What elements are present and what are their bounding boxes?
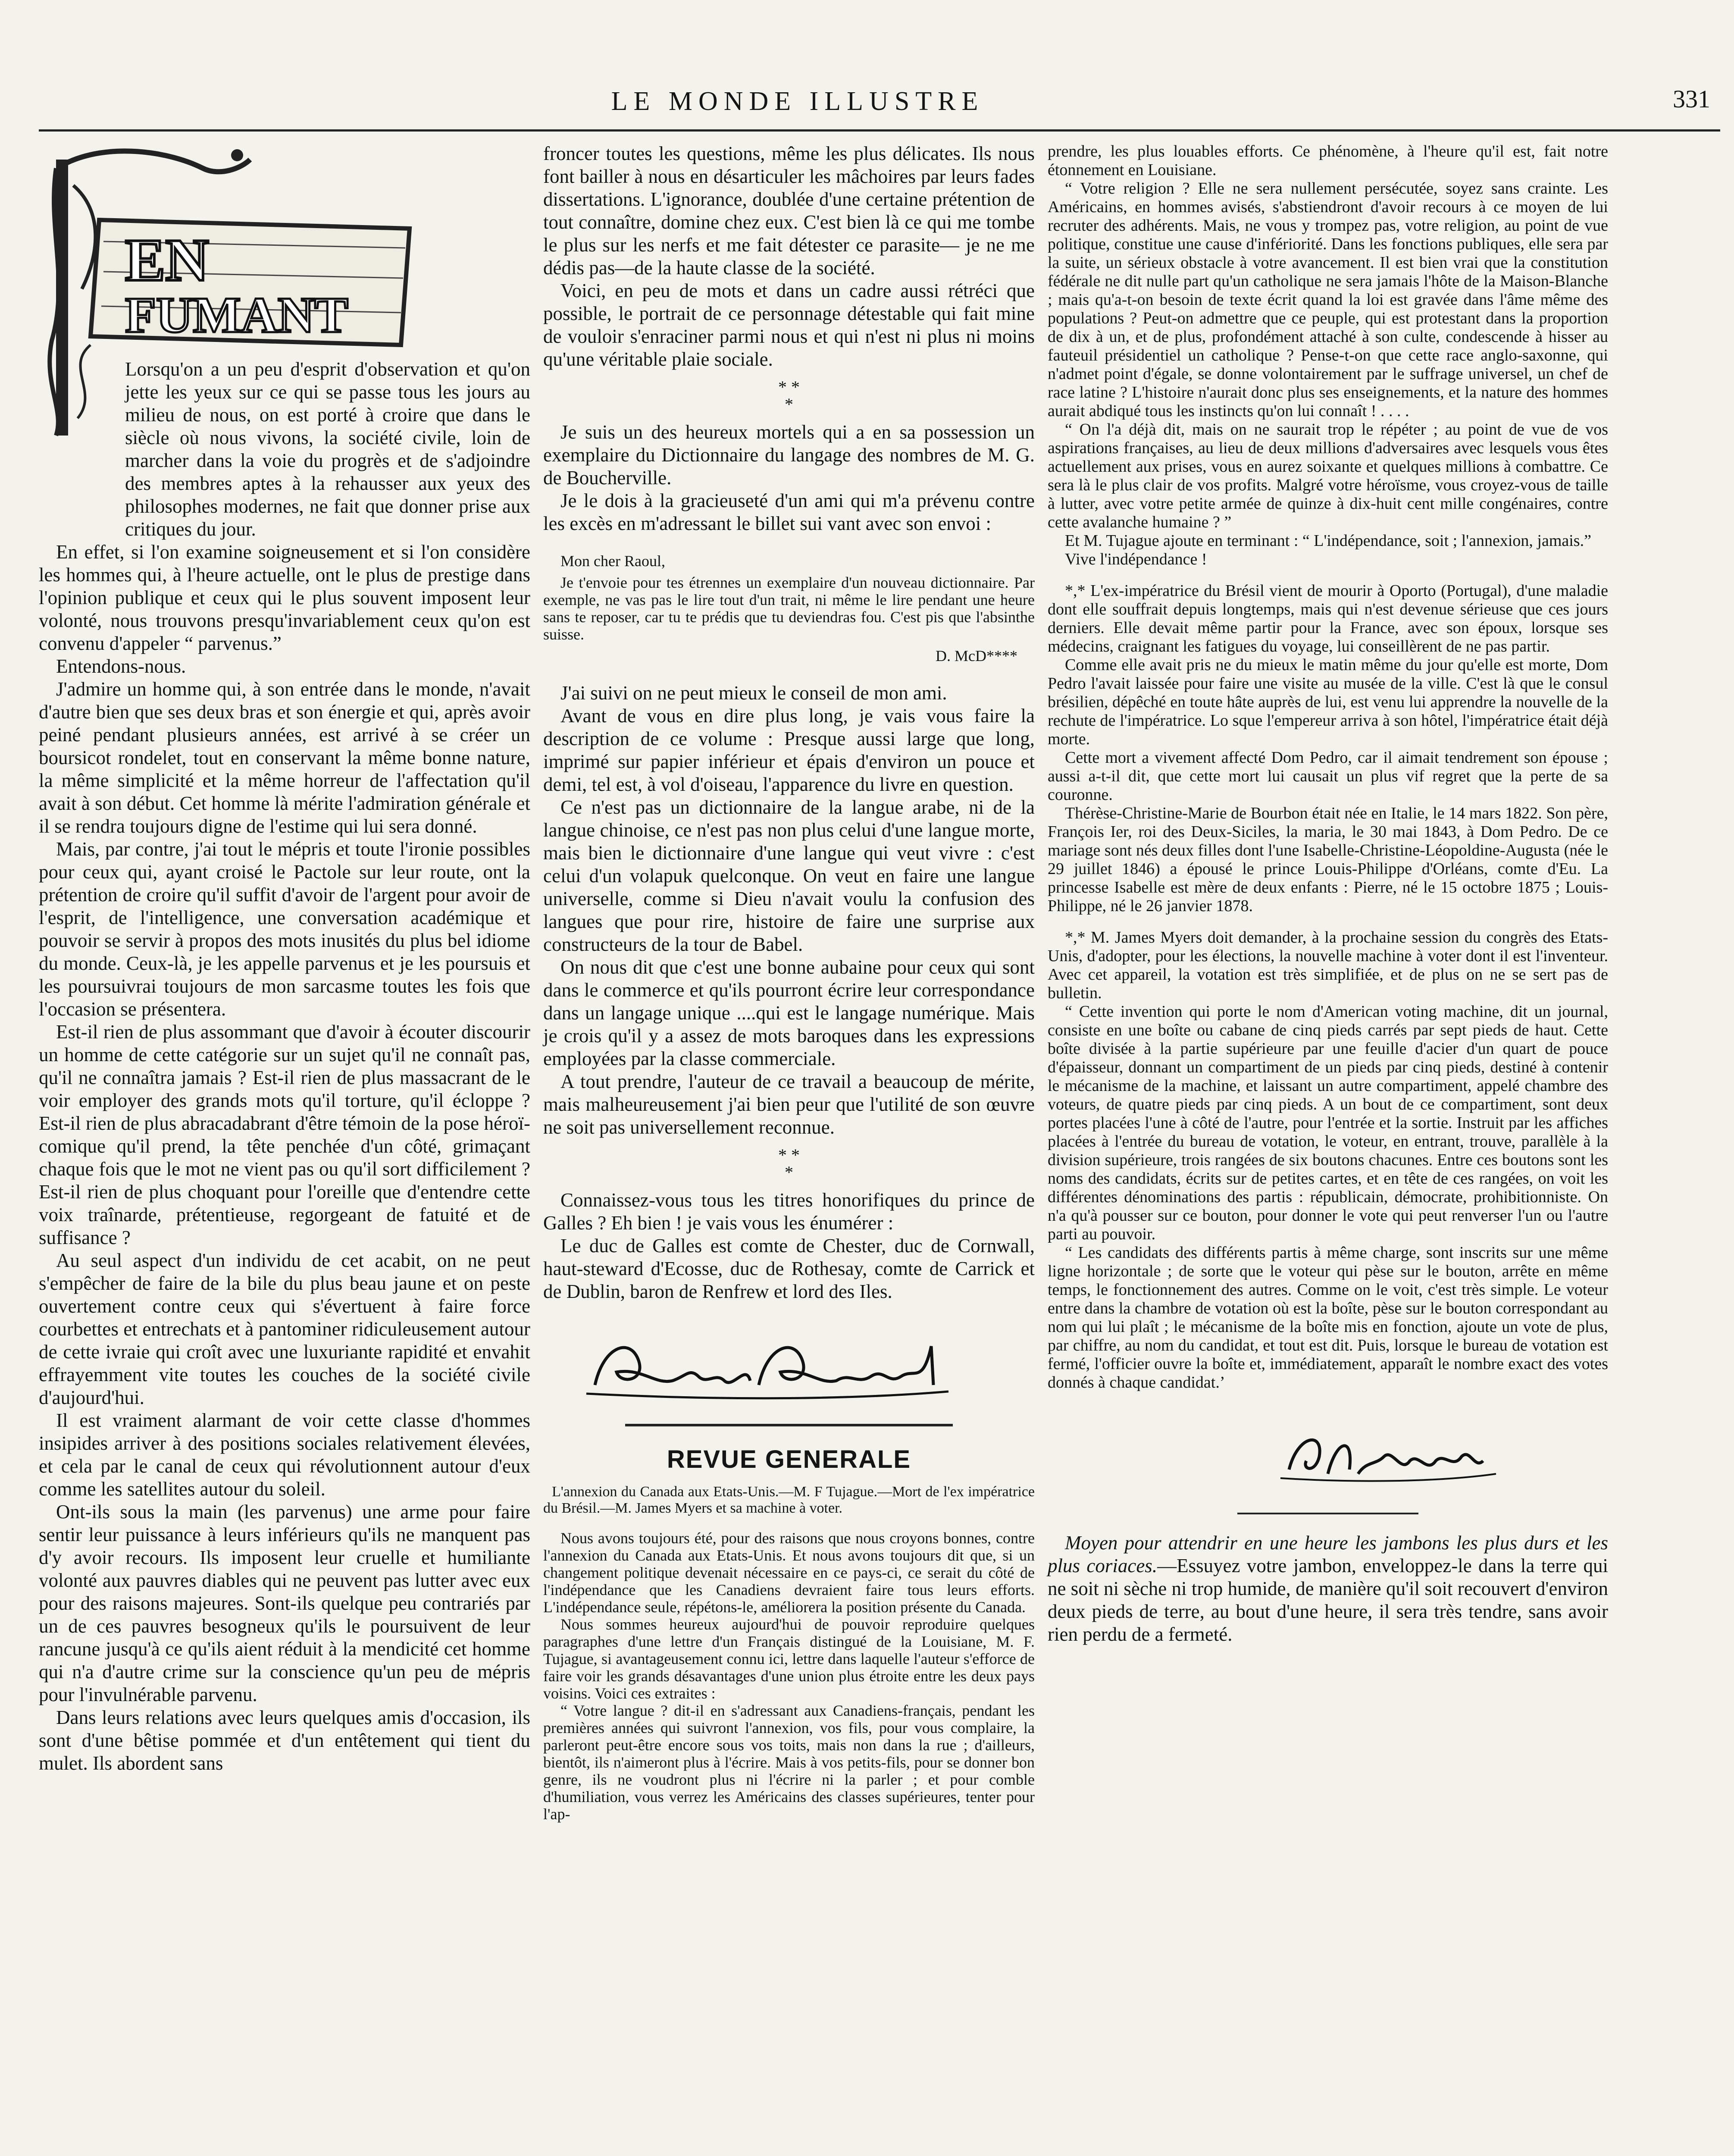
smoking-dragon-illustration	[39, 142, 470, 444]
paragraph: En effet, si l'on examine soigneusement et si l'on considère les hommes qui, à l'heure actuelle, ont le plus de prestige dans l'opinion publique et ceux qui le plus souvent imposent leur volonté, nous trouvons presqu'invariablement ceux qu'on est convenu d'appeler “ parvenus.”	[39, 541, 530, 654]
paragraph: Il est vraiment alarmant de voir cette classe d'hommes insipides arriver à des positions sociales relativement élevées, et cela par le canal de ceux qui révolutionnent autour d'eux comme les satellites autour du soleil.	[39, 1410, 530, 1500]
paragraph: Ont-ils sous la main (les parvenus) une arme pour faire sentir leur puissance à leurs inférieurs qu'ils ne manquent pas d'y avoir recours. Ils imposent leur cruelle et humiliante volonté aux pauvres diables qui ne peuvent pas lutter avec eux pour des raisons majeures. Sont-ils quelque peu contrariés par un de ces pauvres besogneux qu'ils le poursuivent de leur rancune jusqu'à ce qu'ils aient réduit à la mendicité cet homme qui n'a d'autre crime sur la conscience qu'un peu de mépris pour l'invulnérable parvenu.	[39, 1501, 530, 1705]
en-fumant-title-art	[39, 142, 470, 444]
letter-signature: D. McD****	[936, 647, 1017, 664]
section-title: REVUE GENERALE	[667, 1445, 911, 1473]
paragraph: “ Les candidats des différents partis à même charge, sont inscrits sur une même ligne horizontale ; de sorte que le voteur qui pèse sur le bouton, arrête en même temps, le fonctionnement des autres. Comme on le voit, c'est très simple. Le voteur entre dans la chambre de votation où est la boîte, pèse sur le bouton correspondant au nom qui lui plaît ; le mécanisme de la boîte mis en fonction, ajoute un vote de plus, par chiffre, au nom du candidat, et tout est dit. Puis, lorsque le bureau de votation est fermé, l'officier ouvre la boîte et, immédiatement, apparaît le nombre exact des votes donnés à chaque candidat.’	[1048, 1244, 1608, 1391]
paragraph: “ On l'a déjà dit, mais on ne saurait trop le répéter ; au point de vue de vos aspirations françaises, au lieu de deux millions d'adversaires avec lesquels vous êtes actuellement aux prises, vous en aurez soixante et quelques millions à combattre. Ce sera là le plus clair de vos profits. Malgré votre héroïsme, vous croyez-vous de taille à lutter, avec votre petite armée de quinze à dix-huit cent mille congénaires, contre cette avalanche humaine ? ”	[1048, 420, 1608, 531]
paragraph: Le duc de Galles est comte de Chester, duc de Cornwall, haut-steward d'Ecosse, duc de Rothesay, comte de Carrick et de Dublin, baron de Renfrew et lord des Iles.	[543, 1235, 1035, 1302]
svg-text:FUMANT: FUMANT	[125, 287, 348, 343]
paragraph: froncer toutes les questions, même les plus délicates. Ils nous font bailler à nous en désarticuler les mâchoires par leurs fades dissertations. L'ignorance, doublée d'une certaine prétention de tout connaître, domine chez eux. C'est bien là ce qui me tombe le plus sur les nerfs et me fait détester ce parasite— je ne me dédis pas—de la haute classe de la société.	[543, 143, 1035, 279]
paragraph: Avant de vous en dire plus long, je vais vous faire la description de ce volume : Presque aussi large que long, imprimé sur papier inférieur et épais d'environ un pouce et demi, tel est, à vol d'oiseau, l'apparence du livre en question.	[543, 705, 1035, 795]
separator-rule	[1237, 1513, 1418, 1514]
paragraph: J'admire un homme qui, à son entrée dans le monde, n'avait d'autre bien que ses deux bras et son énergie et qui, après avoir peiné pendant plusieurs années, est arrivé à se créer un boursicot rondelet, tout en conservant la même bonne nature, la même simplicité et la même horreur de l'affectation qu'il avait à son début. Cet homme là mérite l'admiration générale et il se rendra toujours digne de l'estime qui lui sera donné.	[39, 678, 530, 837]
svg-text:EN: EN	[125, 227, 209, 294]
paragraph: Ce n'est pas un dictionnaire de la langue arabe, ni de la langue chinoise, ce n'est pas non plus celui d'une langue morte, mais bien le dictionnaire d'une langue qui veut vivre : c'est celui d'un volapuk quelconque. On veut en faire une langue universelle, comme si Dieu n'avait voulu la confusion des langues que pour rire, histoire de faire une surprise aux constructeurs de la tour de Babel.	[543, 796, 1035, 955]
header-rule	[39, 129, 1720, 132]
column-3	[1048, 142, 1608, 1646]
paragraph: Entendons-nous.	[56, 655, 186, 677]
column-1	[39, 142, 530, 1775]
section-summary: L'annexion du Canada aux Etats-Unis.—M. F Tujague.—Mort de l'ex impératrice du Brésil.—M. James Myers et sa machine à voter.	[543, 1484, 1035, 1516]
jambon-note	[1048, 1532, 1608, 1646]
paragraph: “ Cette invention qui porte le nom d'American voting machine, dit un journal, consiste en une boîte ou cabane de cinq pieds carrés par sept pieds de haut. Cette boîte divisée à la partie supérieure par une feuille d'acier d'un quart de pouce d'épaisseur, donnant un compartiment de un pieds par cinq pieds, destiné à contenir le mécanisme de la machine, et laissant un autre compartiment, appelé chambre des voteurs, de quatre pieds par cinq pieds. A un bout de ce compartiment, sont deux portes placées l'une à côté de l'autre, pour l'entrée et la sortie. Instruit par les affiches placées à l'entrée du bureau de votation, le voteur, en entrant, trouve, parallèle à la division supérieure, trois rangées de six boutons chacunes. Entre ces boutons sont les noms des candidats, écrits sur de petites cartes, et en tête de ces rangées, on voit les différentes dénominations des partis : républicain, démocrate, prohibitionniste. On n'a qu'à pousser sur ce bouton, pour donner le vote qui peut renverser l'un ou l'autre parti au pouvoir.	[1048, 1003, 1608, 1243]
paragraph: Comme elle avait pris ne du mieux le matin même du jour qu'elle est morte, Dom Pedro l'avait laissée pour faire une visite au musée de la ville. C'est là que le consul brésilien, dépêché en toute hâte auprès de lui, est venu lui apprendre la nouvelle de la rechute de l'impératrice. Lo sque l'empereur arriva à son hôtel, l'impératrice était déjà morte.	[1048, 656, 1608, 748]
paragraph: J'ai suivi on ne peut mieux le conseil de mon ami.	[560, 682, 947, 704]
note-body: —Essuyez votre jambon, enveloppez-le dans la terre qui ne soit ni sèche ni trop humide, de manière qu'il soit recouvert d'environ deux pieds de terre, au bout d'une heure, il sera très tendre, sans avoir rien perdu de a fermeté.	[1048, 1555, 1608, 1645]
paragraph: Thérèse-Christine-Marie de Bourbon était née en Italie, le 14 mars 1822. Son père, François Ier, roi des Deux-Siciles, la maria, le 30 mai 1843, à Dom Pedro. De ce mariage sont nés deux filles dont l'une Isabelle-Christine-Léopoldine-Augusta (née le 29 juillet 1846) a épousé le prince Louis-Philippe d'Orléans, comte d'Eu. La princesse Isabelle est mère de deux enfants : Pierre, né le 15 octobre 1875 ; Louis-Philippe, né le 26 janvier 1878.	[1048, 804, 1608, 915]
paragraph: Je le dois à la gracieuseté d'un ami qui m'a prévenu contre les excès en m'adressant le billet sui vant avec son envoi :	[543, 490, 1035, 534]
paragraph: On nous dit que c'est une bonne aubaine pour ceux qui sont dans le commerce et qu'ils pourront écrire leur correspondance dans un langage unique ....qui est le langage numérique. Mais je crois qu'il y a assez de mots baroques dans les expressions employées par la classe commerciale.	[543, 956, 1035, 1069]
letter-greeting: Mon cher Raoul,	[560, 552, 665, 570]
paragraph: Dans leurs relations avec leurs quelques amis d'occasion, ils sont d'une bêtise pommée et d'un entêtement qui tient du mulet. Ils abordent sans	[39, 1707, 530, 1774]
paragraph: *,* L'ex-impératrice du Brésil vient de mourir à Oporto (Portugal), d'une maladie dont elle souffrait depuis longtemps, mais qui n'est devenue sérieuse que ces jours derniers. Elle devait même partir pour la France, avec son époux, lorsque ses médecins, craignant les fatigues du voyage, lui conseillèrent de ne pas partir.	[1048, 582, 1608, 655]
asterism: * * *	[778, 377, 800, 414]
paragraph: Mais, par contre, j'ai tout le mépris et toute l'ironie possibles pour ceux qui, ayant croisé le Pactole sur leur route, ont la prétention de croire qu'il suffit d'avoir de l'argent pour avoir de l'esprit, de l'intelligence, une conversation académique et pouvoir se servir à propos des mots inusités du plus bel idiome du monde. Ceux-là, je les appelle parvenus et je les poursuis et les poursuivrai toujours de mon sarcasme toutes les fois que l'occasion se présentera.	[39, 838, 530, 1020]
paragraph: Est-il rien de plus assommant que d'avoir à écouter discourir un homme de cette catégorie sur un sujet qu'il ne connaît pas, qu'il ne connaîtra jamais ? Est-il rien de plus massacrant de le voir employer des grands mots qu'il torture, qu'il écloppe ? Est-il rien de plus abracadabrant d'être témoin de la pose héroï-comique qu'il prend, la tête penchée d'un côté, grimaçant chaque fois que le mot ne vient pas ou qu'il sort difficilement ? Est-il rien de plus choquant pour l'oreille que d'entendre cette voix traînarde, prétentieuse, regorgeant de fatuité et de suffisance ?	[39, 1021, 530, 1248]
paragraph: Nous avons toujours été, pour des raisons que nous croyons bonnes, contre l'annexion du Canada aux Etats-Unis. Et nous avons toujours dit que, si un changement politique devenait nécessaire en ce pays-ci, ce serait du côté de l'indépendance que les Canadiens devraient faire tous leurs efforts. L'indépendance seule, répétons-le, améliorera la position présente du Canada.	[543, 1529, 1035, 1616]
paragraph: “ Votre langue ? dit-il en s'adressant aux Canadiens-français, pendant les premières années qui suivront l'annexion, vos fils, pour vous complaire, la parleront peut-être encore sous vos toits, mais non dans la rue ; d'ailleurs, bientôt, ils n'aimeront plus à l'écrire. Mais à vos petits-fils, pour se donner bon genre, ils ne voudront plus ni l'écrire ni la parler ; et pour comble d'humiliation, vous verrez les Américains des classes supérieures, tenter pour l'ap-	[543, 1702, 1035, 1823]
paragraph: *,* M. James Myers doit demander, à la prochaine session du congrès des Etats-Unis, d'adopter, pour les élections, la nouvelle machine à voter dont il est l'inventeur. Avec cet appareil, la votation est très simplifiée, et de plus on ne se sert pas de bulletin.	[1048, 928, 1608, 1002]
paragraph: prendre, les plus louables efforts. Ce phénomène, à l'heure qu'il est, fait notre étonnement en Louisiane.	[1048, 142, 1608, 179]
quoted-letter	[543, 552, 1035, 664]
dumont-signature	[1048, 1409, 1608, 1495]
paragraph: Au seul aspect d'un individu de cet acabit, on ne peut s'empêcher de faire de la bile du plus beau jaune et on peste ouvertement contre ceux qui s'évertuent à faire force courbettes et entrechats et à pantominer ridiculeusement autour de cette ivraie qui croît avec une luxuriante rapidité et envahit effrayemment vite toutes les couches de la société civile d'aujourd'hui.	[39, 1250, 530, 1408]
raoul-renault-signature	[543, 1320, 1035, 1407]
page-number: 331	[1673, 85, 1710, 113]
asterism: * * *	[778, 1145, 800, 1182]
masthead-title: LE MONDE ILLUSTRE	[611, 87, 984, 116]
paragraph: “ Votre religion ? Elle ne sera nullement persécutée, soyez sans crainte. Les Américains, en hommes avisés, s'abstiendront d'avoir recours à ce moyen de lui recruter des adhérents. Mais, ne vous y trompez pas, votre religion, au point de vue politique, constitue une cause d'infériorité. Dans les fonctions publiques, elle sera par la suite, un sérieux obstacle à votre avancement. Il est bien vrai que la constitution fédérale ne dit nulle part qu'un catholique ne sera jamais l'hôte de la Maison-Blanche ; mais qu'a-t-on besoin de texte écrit quand la loi est gravée dans l'âme même des populations ? Peut-on admettre que ce peuple, qui est protestant dans la proportion de dix à un, et de plus, profondément attaché à son culte, condescende à hisser au fauteuil présidentiel un catholique ? Pense-t-on que cette race anglo-saxonne, qui n'admet point d'égale, se donne volontairement par le suffrage universel, un chef de race latine ? L'histoire n'aurait donc plus ses enseignements, et la nature des hommes aurait abdiqué tous les instincts qu'on lui connaît ! . . . .	[1048, 179, 1608, 420]
paragraph: Vive l'indépendance !	[1065, 550, 1207, 568]
paragraph: Connaissez-vous tous les titres honorifiques du prince de Galles ? Eh bien ! je vais vous les énumérer :	[543, 1189, 1035, 1234]
paragraph: Et M. Tujague ajoute en terminant : “ L'indépendance, soit ; l'annexion, jamais.”	[1065, 532, 1591, 550]
paragraph: A tout prendre, l'auteur de ce travail a beaucoup de mérite, mais malheureusement j'ai bien peur que l'utilité de son œuvre ne soit pas universellement reconnue.	[543, 1071, 1035, 1138]
lead-paragraph: Lorsqu'on a un peu d'esprit d'observation et qu'on jette les yeux sur ce qui se passe tous les jours au milieu de nous, on est porté à croire que dans le siècle où nous vivons, la société civile, loin de marcher dans la voie du progrès et de s'adjoindre des membres aptes à la rehausser aux yeux des philosophes modernes, ne fait que donner prise aux critiques du jour.	[125, 358, 530, 540]
column-2	[543, 142, 1035, 1823]
note-title: Moyen pour attendrir en une heure les jambons les plus durs et les plus coriaces.	[1048, 1532, 1608, 1576]
paragraph: Cette mort a vivement affecté Dom Pedro, car il aimait tendrement son épouse ; aussi a-t-il dit, que cette mort lui causait un plus vif regret que la perte de sa couronne.	[1048, 749, 1608, 804]
paragraph: Voici, en peu de mots et dans un cadre aussi rétréci que possible, le portrait de ce personnage détestable qui fait mine de vouloir s'enraciner parmi nous et qui n'est ni plus ni moins qu'une véritable plaie sociale.	[543, 280, 1035, 370]
paragraph: Je suis un des heureux mortels qui a en sa possession un exemplaire du Dictionnaire du langage des nombres de M. G. de Boucherville.	[543, 421, 1035, 489]
letter-body: Je t'envoie pour tes étrennes un exemplaire d'un nouveau dictionnaire. Par exemple, ne vas pas le lire tout d'un trait, ni même le lire pendant une heure sans te reposer, car tu te prédis que tu deviendras fou. C'est pis que l'absinthe suisse.	[543, 574, 1035, 643]
paragraph: Nous sommes heureux aujourd'hui de pouvoir reproduire quelques paragraphes d'une lettre d'un Français distingué de la Louisiane, M. F. Tujague, si avantageusement connu ici, lettre dans laquelle l'auteur s'efforce de faire voir les grands désavantages d'une union plus étroite entre les deux pays voisins. Voici ces extraites :	[543, 1616, 1035, 1702]
section-rule	[625, 1424, 953, 1426]
